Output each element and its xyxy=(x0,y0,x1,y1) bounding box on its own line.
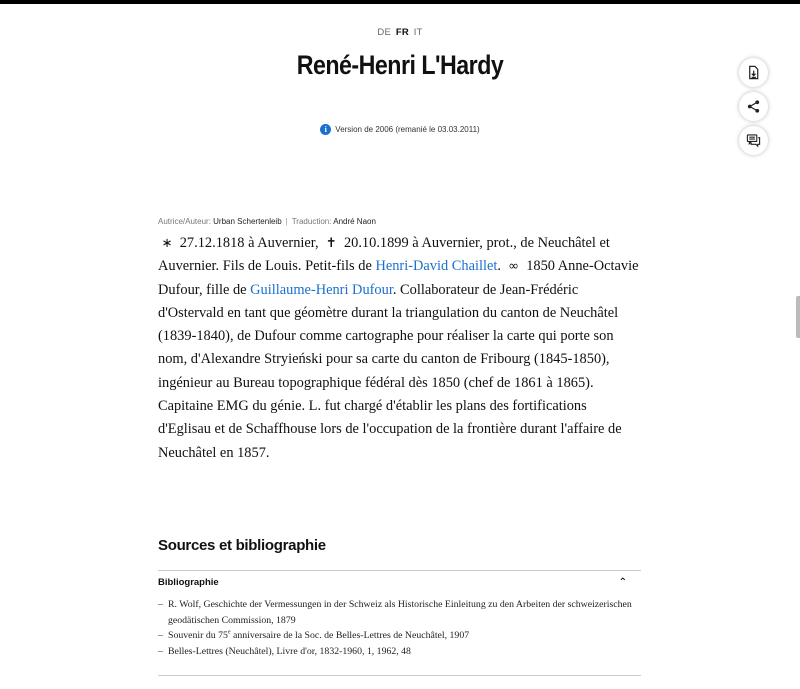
sources-heading: Sources et bibliographie xyxy=(158,537,326,554)
link-guillaume-henri-dufour[interactable]: Guillaume-Henri Dufour xyxy=(250,281,393,298)
translator-name: André Naon xyxy=(333,217,376,226)
author-name: Urban Schertenleib xyxy=(213,217,282,226)
download-icon xyxy=(746,65,761,80)
credits-separator: | xyxy=(285,217,288,226)
birth-symbol: ∗ xyxy=(161,236,173,251)
death-symbol: ✝ xyxy=(325,236,337,251)
bibliography-item: – Souvenir du 75e anniversaire de la Soc. de Belles-Lettres de Neuchâtel, 1907 xyxy=(158,628,641,644)
bibliography-label: Bibliographie xyxy=(158,577,219,588)
death-text: 20.10.1899 à Auvernier, prot., de Neuchâtel et Auvernier. Fils de Louis. Petit-fils de xyxy=(158,235,610,275)
article-body: ∗ 27.12.1818 à Auvernier, ✝ 20.10.1899 à Auvernier, prot., de Neuchâtel et Auvernier. Fils de Louis. Petit-fils de Henri-David Chaillet. ∞ 1850 Anne-Octavie Dufour, fille de Guillaume-Henri Dufour. Collaborateur de Jean-Frédéric d'Ostervald en tant que géomètre durant la triangulation du canton de Neuchâtel (1839-1840), de Dufour comme cartographe pour réaliser la carte qui porte son nom, d'Alexandre Stryieński pour sa carte du canton de Fribourg (1845-1850), ingénieur au Bureau topographique fédéral dès 1850 (chef de 1861 à 1865). Capitaine EMG du génie. L. fut chargé d'établir les plans des fortifications d'Eglisau et de Schaffhouse lors de l'occupation de la frontière durant l'affaire de Neuchâtel en 1857. xyxy=(158,235,639,461)
author-label: Autrice/Auteur: xyxy=(158,217,211,226)
edge-scroll-handle[interactable] xyxy=(796,296,800,338)
bibliography-item: – R. Wolf, Geschichte der Vermessungen in der Schweiz als Historische Einleitung zu den Arbeiten der schweizerischen geodätischen Commission, 1879 xyxy=(158,597,641,628)
info-icon[interactable]: i xyxy=(320,124,331,135)
version-info xyxy=(0,124,800,135)
comments-button[interactable] xyxy=(739,126,768,155)
divider-bottom xyxy=(158,675,641,676)
marriage-text: 1850 Anne-Octavie Dufour, fille de xyxy=(158,258,639,298)
page-title: René-Henri L'Hardy xyxy=(296,50,504,80)
lang-de[interactable]: DE xyxy=(377,27,391,38)
link-henri-david-chaillet[interactable]: Henri-David Chaillet xyxy=(375,258,498,275)
comments-icon xyxy=(746,133,761,148)
birth-text: 27.12.1818 à Auvernier, xyxy=(179,235,319,251)
download-button[interactable] xyxy=(739,58,768,87)
article-rest: . Collaborateur de Jean-Frédéric d'Ostervald en tant que géomètre durant la triangulation du canton de Neuchâtel (1839-1840), de Dufour comme cartographe pour réaliser la carte qui porte son nom, d'Alexandre Stryieński pour sa carte du canton de Fribourg (1845-1850), ingénieur au Bureau topographique fédéral dès 1850 (chef de 1861 à 1865). Capitaine EMG du génie. L. fut chargé d'établir les plans des fortifications d'Eglisau et de Schaffhouse lors de l'occupation de la frontière durant l'affaire de Neuchâtel en 1857. xyxy=(158,281,622,461)
share-icon xyxy=(746,99,761,114)
chevron-up-icon[interactable]: ⌃ xyxy=(618,577,627,588)
lang-it[interactable]: IT xyxy=(413,27,423,38)
version-text: Version de 2006 (remanié le 03.03.2011) xyxy=(335,125,480,134)
share-button[interactable] xyxy=(739,92,768,121)
lang-fr[interactable]: FR xyxy=(395,27,409,38)
marriage-symbol: ∞ xyxy=(508,259,519,275)
language-switcher xyxy=(0,27,800,38)
credits xyxy=(158,217,376,226)
bibliography-toggle[interactable] xyxy=(158,577,641,588)
translation-label: Traduction: xyxy=(291,217,332,226)
top-bar xyxy=(0,0,800,4)
divider-top xyxy=(158,570,641,571)
bibliography-item: – Belles-Lettres (Neuchâtel), Livre d'or, 1832-1960, 1, 1962, 48 xyxy=(158,644,641,660)
bibliography-list xyxy=(158,597,641,659)
